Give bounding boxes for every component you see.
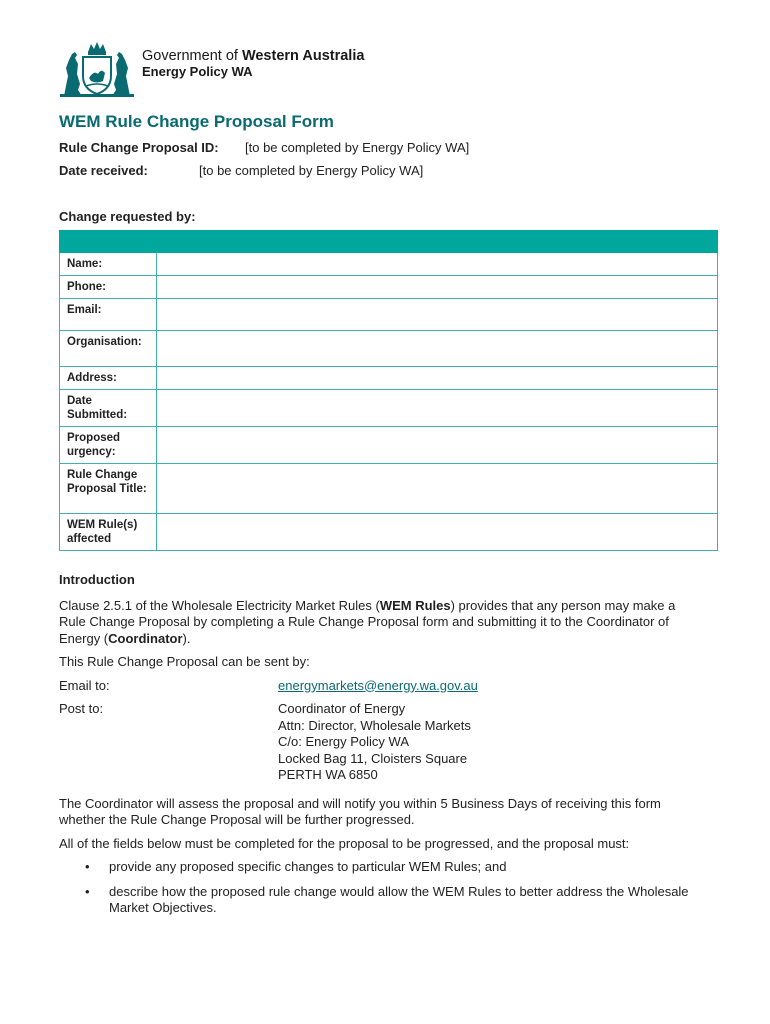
change-requested-label: Change requested by:	[59, 209, 196, 224]
send-by-paragraph: This Rule Change Proposal can be sent by:	[59, 654, 310, 669]
introduction-heading: Introduction	[59, 572, 135, 587]
address-field[interactable]	[157, 367, 718, 390]
form-title: WEM Rule Change Proposal Form	[59, 112, 334, 131]
assessment-paragraph: The Coordinator will assess the proposal and will notify you within 5 Business Days of receiving this form whether the Rule Change Proposal will be further progressed.	[59, 795, 661, 827]
requirements-paragraph: All of the fields below must be completed for the proposal to be progressed, and the proposal must:	[59, 835, 630, 851]
department-name: Energy Policy WA	[142, 64, 253, 79]
proposal-title-label: Rule Change Proposal Title:	[60, 464, 157, 514]
post-to-label: Post to:	[59, 701, 104, 716]
government-name: Government of Western Australia	[142, 48, 365, 64]
contact-details-table	[59, 230, 718, 551]
date-submitted-field[interactable]	[157, 390, 718, 427]
proposed-urgency-field[interactable]	[157, 427, 718, 464]
table-row	[60, 276, 718, 299]
proposal-id-row	[59, 140, 469, 155]
proposed-urgency-label: Proposed urgency:	[60, 427, 157, 464]
table-row	[60, 464, 718, 514]
intro-paragraph: Clause 2.5.1 of the Wholesale Electricity Market Rules (WEM Rules) provides that any person may make a Rule Change Proposal by completing a Rule Change Proposal form and submitting it to the Coordinator of Energy (Coordinator).	[59, 597, 676, 646]
wem-rules-affected-label: WEM Rule(s) affected	[60, 514, 157, 551]
table-row	[60, 299, 718, 331]
phone-field[interactable]	[157, 276, 718, 299]
table-row	[60, 390, 718, 427]
table-row	[60, 427, 718, 464]
table-row	[60, 514, 718, 551]
postal-address: Coordinator of Energy Attn: Director, Wholesale Markets C/o: Energy Policy WA Locked Bag 11, Cloisters Square PERTH WA 6850	[278, 701, 471, 782]
table-row	[60, 253, 718, 276]
date-received-value[interactable]: [to be completed by Energy Policy WA]	[199, 163, 424, 178]
proposal-id-label: Rule Change Proposal ID:	[59, 140, 219, 155]
wem-rules-affected-field[interactable]	[157, 514, 718, 551]
email-to-label: Email to:	[59, 677, 110, 693]
email-link[interactable]: energymarkets@energy.wa.gov.au	[278, 677, 478, 693]
proposal-id-value[interactable]: [to be completed by Energy Policy WA]	[245, 140, 470, 155]
date-submitted-label: Date Submitted:	[60, 390, 157, 427]
requirements-list	[59, 859, 699, 917]
list-item: • describe how the proposed rule change would allow the WEM Rules to better address the Wholesale Market Objectives.	[59, 884, 699, 917]
date-received-label: Date received:	[59, 163, 148, 178]
table-row	[60, 331, 718, 367]
list-item: • provide any proposed specific changes to particular WEM Rules; and	[59, 859, 699, 876]
name-field[interactable]	[157, 253, 718, 276]
phone-label: Phone:	[60, 276, 157, 299]
email-label: Email:	[60, 299, 157, 331]
wa-coat-of-arms-logo	[58, 40, 136, 98]
date-received-row	[59, 163, 423, 178]
email-field[interactable]	[157, 299, 718, 331]
post-row	[59, 701, 699, 784]
organisation-field[interactable]	[157, 331, 718, 367]
name-label: Name:	[60, 253, 157, 276]
organisation-label: Organisation:	[60, 331, 157, 367]
table-header-bar	[60, 231, 718, 253]
email-row	[59, 678, 699, 695]
table-row	[60, 367, 718, 390]
letterhead	[58, 40, 458, 100]
proposal-title-field[interactable]	[157, 464, 718, 514]
address-label: Address:	[60, 367, 157, 390]
introduction-section	[59, 572, 699, 925]
